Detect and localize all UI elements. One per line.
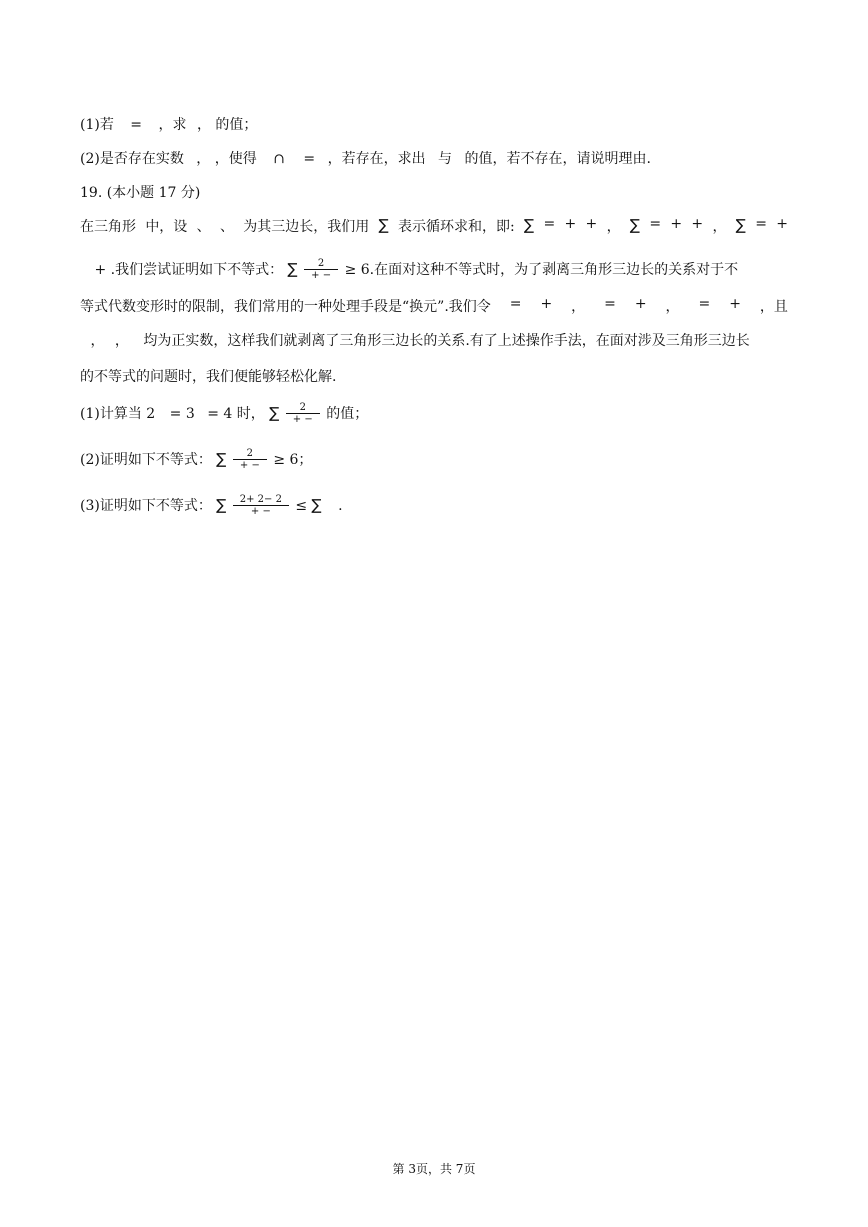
question-18-part-1: (1)若 = ，求 ， 的值； [80,117,258,133]
sigma-symbol: ∑ [629,216,640,234]
sigma-symbol: ∑ [216,450,227,468]
sigma-symbol: ∑ [269,404,280,422]
question-19-part-2: (2)证明如下不等式： ∑ $\frac{2}{+ -}$ ≥ 6； [80,447,313,471]
fraction: $\frac{2}{+ -}$ [233,448,267,471]
sigma-symbol: ∑ [287,260,298,278]
sigma-symbol: ∑ [735,216,746,234]
sigma-symbol: ∑ [311,496,322,514]
question-18-part-2: (2)是否存在实数 ， ，使得 ∩ = ，若存在，求出 与 的值，若不存在，请说明理由. [80,151,651,167]
sigma-symbol: ∑ [378,216,389,234]
question-19-intro-line-4: ， ， 均为正实数，这样我们就剥离了三角形三边长的关系.有了上述操作手法，在面对涉及三角形三边长 [90,333,750,349]
sigma-symbol: ∑ [216,496,227,514]
question-19-intro-line-3: 等式代数变形时的限制，我们常用的一种处理手段是“换元”.我们令 = + ， = + ， = + ，且 [80,296,788,315]
sigma-symbol: ∑ [524,216,535,234]
fraction: $\frac{2+ 2- 2}{+ -}$ [233,494,289,517]
fraction: $\frac{2}{+ -}$ [286,402,320,425]
question-19-heading: 19. (本小题 17 分) [80,185,201,201]
question-19-intro-line-2: + .我们尝试证明如下不等式： ∑ $\frac{2}{+ -}$ ≥ 6.在面对这种不等式时，为了剥离三角形三边长的关系对于不 [94,257,739,281]
question-19-intro-line-1: 在三角形 中，设 、 、 为其三边长，我们用 ∑ 表示循环求和，即: ∑ = + + ， ∑ = + + ， ∑ = + [80,216,788,235]
question-19-part-3: (3)证明如下不等式： ∑ $\frac{2+ 2- 2}{+ -}$ ≤ ∑ . [80,493,343,517]
question-19-intro-line-5: 的不等式的问题时，我们便能够轻松化解. [80,369,337,385]
page-number: 第 3页，共 7页 [392,1162,476,1176]
fraction: $\frac{2}{+ -}$ [304,258,338,281]
question-19-part-1: (1)计算当 2 = 3 = 4 时， ∑ $\frac{2}{+ -}$ 的值； [80,401,369,425]
